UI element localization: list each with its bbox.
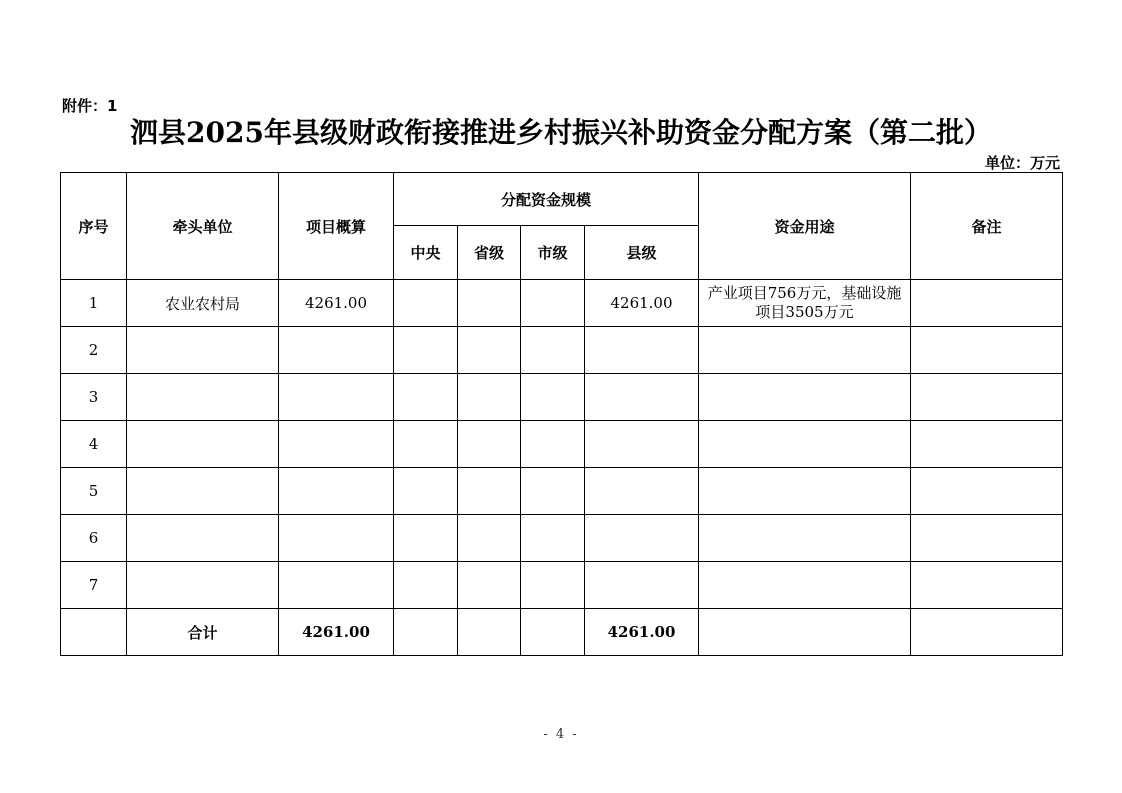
page-number: - 4 - — [543, 727, 579, 742]
cell-seq: 7 — [61, 562, 127, 609]
cell-municipal — [521, 515, 585, 562]
header-lead-unit: 牵头单位 — [127, 173, 279, 280]
cell-budget — [279, 374, 394, 421]
cell-budget — [279, 562, 394, 609]
total-budget: 4261.00 — [279, 609, 394, 656]
cell-lead-unit — [127, 562, 279, 609]
cell-municipal — [521, 468, 585, 515]
cell-municipal — [521, 562, 585, 609]
cell-usage — [699, 515, 911, 562]
cell-central — [394, 421, 458, 468]
cell-remarks — [911, 280, 1063, 327]
cell-seq: 6 — [61, 515, 127, 562]
cell-budget — [279, 515, 394, 562]
header-budget: 项目概算 — [279, 173, 394, 280]
header-remarks: 备注 — [911, 173, 1063, 280]
table-row — [61, 374, 1063, 421]
cell-county — [585, 562, 699, 609]
cell-remarks — [911, 562, 1063, 609]
table-row — [61, 280, 1063, 327]
cell-budget — [279, 421, 394, 468]
cell-municipal — [521, 327, 585, 374]
cell-remarks — [911, 374, 1063, 421]
header-county: 县级 — [585, 226, 699, 280]
cell-county — [585, 374, 699, 421]
cell-lead-unit — [127, 421, 279, 468]
cell-municipal — [521, 421, 585, 468]
cell-provincial — [458, 562, 521, 609]
cell-remarks — [911, 515, 1063, 562]
cell-provincial — [458, 280, 521, 327]
cell-county — [585, 327, 699, 374]
cell-county: 4261.00 — [585, 280, 699, 327]
cell-provincial — [458, 421, 521, 468]
header-municipal: 市级 — [521, 226, 585, 280]
total-label: 合计 — [127, 609, 279, 656]
header-provincial: 省级 — [458, 226, 521, 280]
unit-label: 单位：万元 — [984, 154, 1060, 172]
cell-seq — [61, 609, 127, 656]
cell-remarks — [911, 327, 1063, 374]
cell-usage — [699, 562, 911, 609]
header-usage: 资金用途 — [699, 173, 911, 280]
cell-central — [394, 562, 458, 609]
cell-seq: 1 — [61, 280, 127, 327]
cell-municipal — [521, 609, 585, 656]
cell-provincial — [458, 374, 521, 421]
cell-remarks — [911, 609, 1063, 656]
cell-seq: 3 — [61, 374, 127, 421]
table-row — [61, 562, 1063, 609]
cell-seq: 5 — [61, 468, 127, 515]
cell-provincial — [458, 327, 521, 374]
cell-usage — [699, 609, 911, 656]
cell-central — [394, 609, 458, 656]
cell-lead-unit — [127, 327, 279, 374]
cell-lead-unit — [127, 468, 279, 515]
cell-seq: 4 — [61, 421, 127, 468]
cell-municipal — [521, 280, 585, 327]
cell-budget: 4261.00 — [279, 280, 394, 327]
cell-lead-unit: 农业农村局 — [127, 280, 279, 327]
cell-county — [585, 515, 699, 562]
cell-budget — [279, 327, 394, 374]
cell-remarks — [911, 468, 1063, 515]
cell-county — [585, 468, 699, 515]
cell-usage — [699, 468, 911, 515]
cell-seq: 2 — [61, 327, 127, 374]
cell-provincial — [458, 609, 521, 656]
cell-lead-unit — [127, 374, 279, 421]
cell-central — [394, 515, 458, 562]
total-county: 4261.00 — [585, 609, 699, 656]
table-row — [61, 515, 1063, 562]
cell-usage: 产业项目756万元，基础设施项目3505万元 — [699, 280, 911, 327]
cell-remarks — [911, 421, 1063, 468]
cell-provincial — [458, 468, 521, 515]
document-title: 泗县2025年县级财政衔接推进乡村振兴补助资金分配方案（第二批） — [130, 116, 992, 149]
cell-usage — [699, 374, 911, 421]
header-central: 中央 — [394, 226, 458, 280]
cell-county — [585, 421, 699, 468]
table-row — [61, 421, 1063, 468]
table-body — [61, 280, 1063, 656]
cell-provincial — [458, 515, 521, 562]
attachment-label: 附件：1 — [62, 97, 118, 115]
table-row — [61, 327, 1063, 374]
cell-municipal — [521, 374, 585, 421]
table-header — [61, 173, 1063, 280]
cell-central — [394, 280, 458, 327]
cell-budget — [279, 468, 394, 515]
total-row — [61, 609, 1063, 656]
cell-central — [394, 468, 458, 515]
allocation-table — [60, 172, 1063, 656]
cell-usage — [699, 327, 911, 374]
table-row — [61, 468, 1063, 515]
cell-central — [394, 327, 458, 374]
cell-usage — [699, 421, 911, 468]
cell-lead-unit — [127, 515, 279, 562]
header-row-1 — [61, 173, 1063, 226]
cell-central — [394, 374, 458, 421]
header-allocation: 分配资金规模 — [394, 173, 699, 226]
header-seq: 序号 — [61, 173, 127, 280]
